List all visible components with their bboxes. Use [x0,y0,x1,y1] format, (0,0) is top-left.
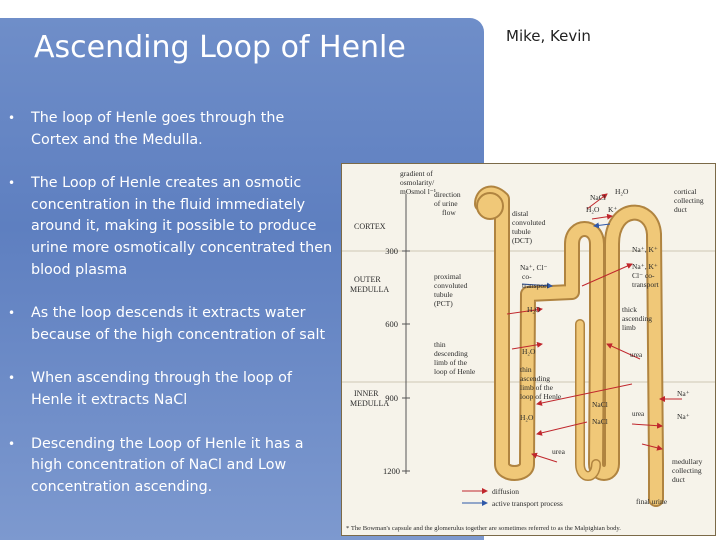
ion-label: urea [632,410,645,418]
svg-text:limb: limb [622,323,636,332]
figure-caption: * The Bowman's capsule and the glomerulus together are sometimes referred to as the Malpighian body. [346,525,621,532]
tick-label: 300 [385,246,398,256]
svg-text:transport: transport [632,280,659,289]
svg-text:loop of Henle: loop of Henle [434,367,476,376]
bullet-icon: • [8,111,16,125]
bullet-icon: • [8,371,16,386]
label-medullary-duct: medullary [672,457,703,466]
label-cortical-duct: cortical [674,187,697,196]
ion-label: urea [630,351,643,359]
ion-label: H₂O [522,347,536,356]
svg-text:(PCT): (PCT) [434,299,453,308]
svg-text:convoluted: convoluted [512,218,546,227]
bullet-item: • Descending the Loop of Henle it has a high concentration of NaCl and Low concentration ascending. [8,435,304,495]
svg-text:loop of Henle: loop of Henle [520,392,562,401]
slide-title: Ascending Loop of Henle [34,30,406,65]
svg-text:osmolarity/: osmolarity/ [400,178,435,187]
svg-text:of urine: of urine [434,199,458,208]
svg-text:collecting: collecting [672,466,702,475]
zone-inner-medulla: INNER [354,389,379,398]
svg-text:transport: transport [522,281,549,290]
label-thick-limb: thick [622,305,637,314]
label-thin-descending: thin [434,340,446,349]
ion-label: H₂O [615,187,629,196]
svg-text:descending: descending [434,349,468,358]
slide-authors: Mike, Kevin [506,27,591,45]
svg-text:duct: duct [674,205,687,214]
ion-label: NaCl [592,400,608,409]
tick-label: 600 [385,319,398,329]
bullet-item: • As the loop descends it extracts water because of the high concentration of salt [8,305,326,343]
ion-label: Na⁺, K⁺ [632,262,658,271]
bullet-list [8,108,334,498]
zone-cortex: CORTEX [354,222,386,231]
tick-label: 900 [385,393,398,403]
bullet-item: • When ascending through the loop of Henle it extracts NaCl [8,370,292,408]
bullet-icon: • [8,176,16,191]
ion-label: Na⁺ [677,412,690,421]
svg-text:duct: duct [672,475,685,484]
svg-text:MEDULLA: MEDULLA [350,285,390,294]
bullet-icon: • [8,436,16,451]
svg-text:co-: co- [522,272,532,281]
svg-text:tubule: tubule [512,227,531,236]
svg-text:Cl⁻ co-: Cl⁻ co- [632,271,655,280]
svg-text:ascending: ascending [520,374,550,383]
nephron-tubule [477,193,656,499]
svg-text:MEDULLA: MEDULLA [350,399,390,408]
legend-active: active transport process [492,499,563,508]
label-thin-ascending: thin [520,365,532,374]
tick-label: 1200 [383,466,400,476]
svg-text:limb of the: limb of the [434,358,467,367]
label-dct: distal [512,209,529,218]
gradient-label: gradient of [400,169,433,178]
svg-text:limb of the: limb of the [520,383,553,392]
ion-label: Na⁺ [677,389,690,398]
label-pct: proximal [434,272,462,281]
svg-text:mOsmol l⁻¹: mOsmol l⁻¹ [400,187,437,196]
svg-text:flow: flow [442,208,456,217]
ion-label: K⁺ [608,205,618,214]
bullet-item: • The Loop of Henle creates an osmotic concentration in the fluid immediately around it, making it possible to produce urine more osmotically concentrated then blood plasma [8,175,333,278]
ion-label: NaCl [590,193,606,202]
nephron-diagram [341,163,716,536]
zone-outer-medulla: OUTER [354,275,381,284]
svg-text:tubule: tubule [434,290,453,299]
svg-text:collecting: collecting [674,196,704,205]
bullet-item: • The loop of Henle goes through the Cortex and the Medulla. [8,110,285,148]
label-direction: direction [434,190,461,199]
bullet-icon: • [8,306,16,321]
ion-label: H₂O [586,205,600,214]
ion-label: Na⁺, K⁺ [632,245,658,254]
legend-diffusion: diffusion [492,487,519,496]
svg-text:convoluted: convoluted [434,281,468,290]
svg-text:ascending: ascending [622,314,652,323]
ion-label: urea [552,447,565,456]
label-final-urine: final urine [636,497,668,506]
ion-label: H₂O [527,305,541,314]
svg-text:(DCT): (DCT) [512,236,532,245]
ion-label: Na⁺, Cl⁻ [520,263,548,272]
diagram-legend [462,487,563,508]
ion-label: NaCl [592,417,608,426]
ion-label: H₂O [520,413,534,422]
